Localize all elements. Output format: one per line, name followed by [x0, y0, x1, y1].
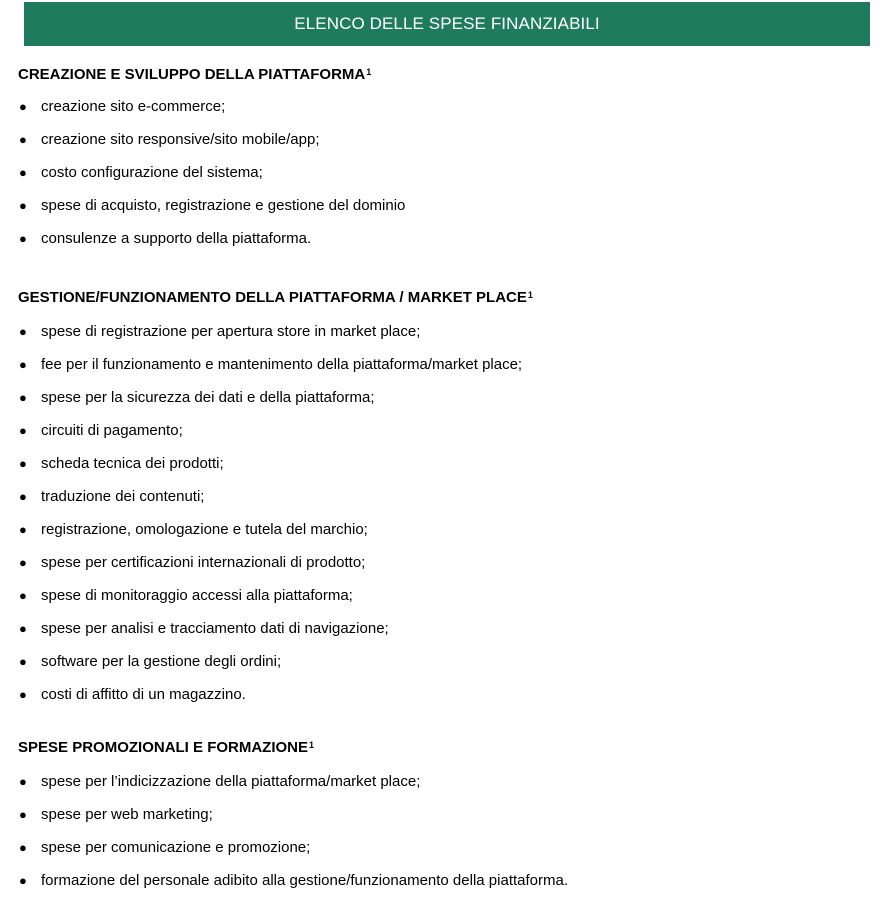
list-item [18, 447, 878, 480]
list-item [18, 864, 878, 897]
section-title-text: CREAZIONE E SVILUPPO DELLA PIATTAFORMA [18, 66, 366, 83]
list-item [18, 480, 878, 513]
list-item [18, 579, 878, 612]
bullet-icon: ● [19, 198, 27, 213]
list-item-text: creazione sito responsive/sito mobile/app; [41, 131, 320, 148]
section-title [18, 66, 878, 84]
list-item [18, 156, 878, 189]
section-gestione-funzionamento [18, 289, 878, 711]
list-item [18, 315, 878, 348]
list-item [18, 798, 878, 831]
expense-list [18, 90, 878, 255]
list-item-text: spese per l’indicizzazione della piattaforma/market place; [41, 773, 421, 790]
footnote-marker: 1 [366, 67, 372, 77]
bullet-icon: ● [19, 621, 27, 636]
list-item-text: software per la gestione degli ordini; [41, 653, 282, 670]
footnote-marker: 1 [527, 290, 533, 300]
bullet-icon: ● [19, 489, 27, 504]
list-item [18, 546, 878, 579]
bullet-icon: ● [19, 324, 27, 339]
list-item [18, 765, 878, 798]
list-item [18, 381, 878, 414]
bullet-icon: ● [19, 99, 27, 114]
list-item [18, 513, 878, 546]
list-item-text: spese per analisi e tracciamento dati di navigazione; [41, 620, 389, 637]
list-item-text: spese per certificazioni internazionali di prodotto; [41, 554, 366, 571]
list-item-text: spese per la sicurezza dei dati e della piattaforma; [41, 389, 375, 406]
expense-list [18, 765, 878, 897]
list-item-text: spese di acquisto, registrazione e gestione del dominio [41, 197, 406, 214]
bullet-icon: ● [19, 774, 27, 789]
section-title-text: SPESE PROMOZIONALI E FORMAZIONE [18, 739, 309, 756]
section-title [18, 289, 878, 307]
expense-list [18, 315, 878, 711]
bullet-icon: ● [19, 588, 27, 603]
list-item [18, 222, 878, 255]
list-item-text: fee per il funzionamento e mantenimento della piattaforma/market place; [41, 356, 523, 373]
bullet-icon: ● [19, 807, 27, 822]
bullet-icon: ● [19, 873, 27, 888]
list-item [18, 90, 878, 123]
bullet-icon: ● [19, 555, 27, 570]
section-creazione-sviluppo [18, 66, 878, 255]
bullet-icon: ● [19, 231, 27, 246]
list-item [18, 348, 878, 381]
bullet-icon: ● [19, 165, 27, 180]
section-title-text: GESTIONE/FUNZIONAMENTO DELLA PIATTAFORMA / MARKET PLACE [18, 289, 527, 306]
banner-title: ELENCO DELLE SPESE FINANZIABILI [294, 14, 600, 33]
bullet-icon: ● [19, 456, 27, 471]
list-item-text: costi di affitto di un magazzino. [41, 686, 246, 703]
bullet-icon: ● [19, 654, 27, 669]
bullet-icon: ● [19, 687, 27, 702]
bullet-icon: ● [19, 357, 27, 372]
list-item-text: spese di registrazione per apertura store in market place; [41, 323, 421, 340]
list-item-text: costo configurazione del sistema; [41, 164, 263, 181]
bullet-icon: ● [19, 522, 27, 537]
list-item-text: circuiti di pagamento; [41, 422, 183, 439]
list-item-text: scheda tecnica dei prodotti; [41, 455, 224, 472]
list-item-text: registrazione, omologazione e tutela del marchio; [41, 521, 368, 538]
list-item-text: creazione sito e-commerce; [41, 98, 226, 115]
list-item-text: consulenze a supporto della piattaforma. [41, 230, 312, 247]
list-item-text: spese per web marketing; [41, 806, 213, 823]
section-title [18, 739, 878, 757]
page-banner [24, 2, 870, 46]
list-item [18, 612, 878, 645]
list-item [18, 123, 878, 156]
list-item-text: spese per comunicazione e promozione; [41, 839, 311, 856]
list-item [18, 645, 878, 678]
list-item-text: traduzione dei contenuti; [41, 488, 205, 505]
footnote-marker: 1 [309, 740, 315, 750]
list-item-text: spese di monitoraggio accessi alla piattaforma; [41, 587, 353, 604]
list-item [18, 189, 878, 222]
list-item [18, 678, 878, 711]
bullet-icon: ● [19, 390, 27, 405]
bullet-icon: ● [19, 423, 27, 438]
bullet-icon: ● [19, 840, 27, 855]
list-item-text: formazione del personale adibito alla gestione/funzionamento della piattaforma. [41, 872, 568, 889]
list-item [18, 414, 878, 447]
list-item [18, 831, 878, 864]
section-spese-promozionali [18, 739, 878, 897]
bullet-icon: ● [19, 132, 27, 147]
